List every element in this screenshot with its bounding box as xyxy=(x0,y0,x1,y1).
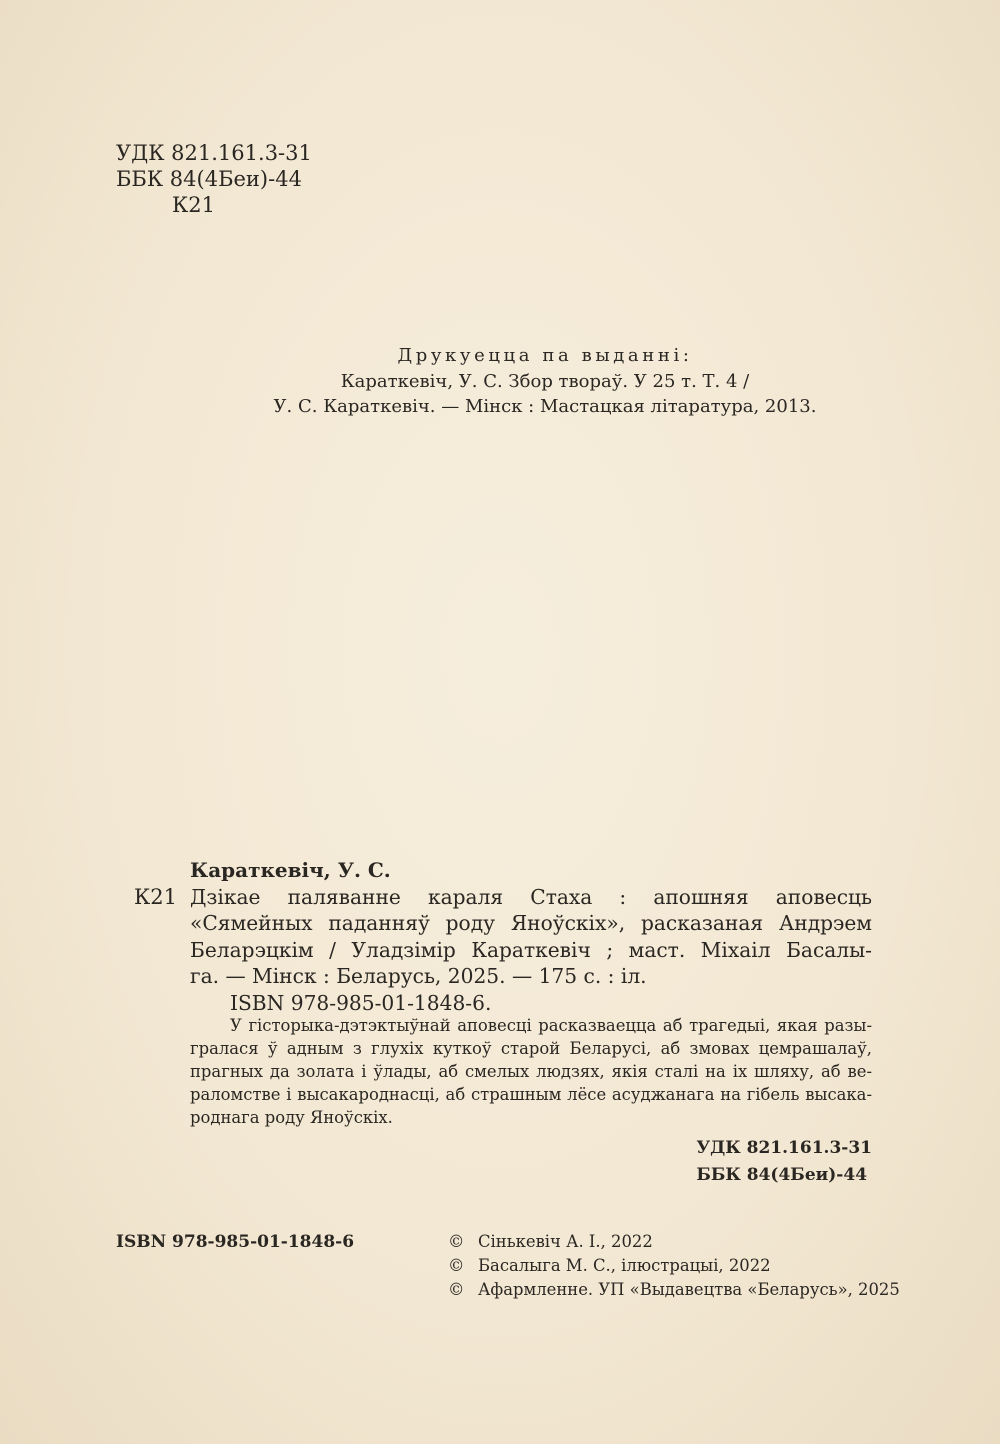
reprint-line-1: Караткевіч, У. С. Збор твораў. У 25 т. Т. 4 / xyxy=(340,370,750,392)
catalog-author-mark: К21 xyxy=(134,885,177,909)
copyright-symbol: © xyxy=(448,1256,465,1275)
catalog-line: «Сямейных паданняў роду Яноўскіх», расказаная Андрэем xyxy=(190,911,872,936)
abstract-line: У гісторыка-дэтэктыўнай аповесці расказваецца аб трагедыі, якая разы- xyxy=(230,1016,872,1035)
copyright-line xyxy=(448,1230,900,1254)
copyright-symbol: © xyxy=(448,1280,465,1299)
copyright-text: Сінькевіч А. І., 2022 xyxy=(478,1232,653,1251)
footer-isbn: ISBN 978-985-01-1848-6 xyxy=(116,1232,355,1252)
catalog-line: га. — Мінск : Беларусь, 2025. — 175 с. : іл. xyxy=(190,964,647,989)
catalog-udk: УДК 821.161.3-31 xyxy=(696,1138,872,1158)
copyright-block xyxy=(448,1230,900,1302)
reprint-note xyxy=(200,343,890,420)
catalog-isbn: ISBN 978-985-01-1848-6. xyxy=(230,990,492,1015)
copyright-symbol: © xyxy=(448,1232,465,1251)
catalog-classification-codes xyxy=(696,1135,872,1189)
catalog-author: Караткевіч, У. С. xyxy=(190,858,391,882)
top-author-mark: К21 xyxy=(172,193,215,217)
catalog-description xyxy=(190,884,872,1016)
abstract-line: роднага роду Яноўскіх. xyxy=(190,1108,393,1127)
reprint-heading: Друкуецца па выданні: xyxy=(397,345,693,366)
top-classification-codes xyxy=(116,140,312,218)
reprint-line-2: У. С. Караткевіч. — Мінск : Мастацкая літаратура, 2013. xyxy=(273,396,817,417)
copyright-line xyxy=(448,1254,900,1278)
abstract-line: прагных да золата і ўлады, аб смелых людзях, якія сталі на іх шляху, аб ве- xyxy=(190,1062,872,1081)
copyright-line xyxy=(448,1278,900,1302)
top-bbk: ББК 84(4Беи)-44 xyxy=(116,167,302,191)
top-udk: УДК 821.161.3-31 xyxy=(116,141,312,165)
copyright-text: Басалыга М. С., ілюстрацыі, 2022 xyxy=(478,1256,771,1275)
abstract-line: гралася ў адным з глухіх куткоў старой Беларусі, аб змовах цемрашалаў, xyxy=(190,1039,872,1058)
catalog-bbk: ББК 84(4Беи)-44 xyxy=(696,1165,868,1185)
catalog-line: Беларэцкім / Уладзімір Караткевіч ; маст. Міхаіл Басалы- xyxy=(190,937,872,962)
catalog-line: Дзікае паляванне караля Стаха : апошняя аповесць xyxy=(190,885,872,909)
copyright-text: Афармленне. УП «Выдавецтва «Беларусь», 2025 xyxy=(478,1280,900,1299)
catalog-abstract xyxy=(190,1014,872,1129)
abstract-line: раломстве і высакароднасці, аб страшным лёсе асуджанага на гібель высака- xyxy=(190,1085,872,1104)
